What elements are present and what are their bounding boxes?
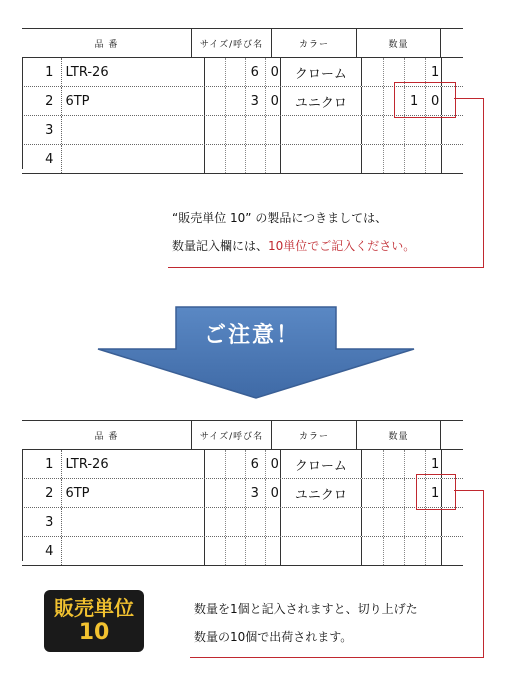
bottom-note-line1: 数量を1個と記入されますと、切り上げた [194,602,418,616]
color-field[interactable] [281,145,362,173]
color-field[interactable]: ユニクロ [281,479,362,507]
qty-field[interactable] [362,116,442,144]
size-field[interactable] [205,116,281,144]
top-note-line2-emphasis: 10単位でご記入ください。 [268,239,416,253]
form-row [22,116,463,145]
row-number: 1 [22,58,62,86]
hinban-field[interactable]: 6TP [62,87,204,115]
hinban-field[interactable] [62,116,204,144]
sales-unit-badge [44,590,144,652]
header-qty: 数量 [357,29,441,57]
callout-connector [454,98,484,99]
form-left-border [22,449,23,561]
size-field[interactable] [205,145,281,173]
top-note-line1: “販売単位 10” の製品につきましては、 [172,211,388,225]
color-field[interactable]: ユニクロ [281,87,362,115]
size-field[interactable] [205,537,281,565]
header-size: サイズ/呼び名 [192,421,272,449]
row-number: 3 [22,508,62,536]
callout-underline [168,267,484,268]
size-digit: 6 [250,64,259,80]
callout-underline [190,657,484,658]
color-field[interactable] [281,116,362,144]
size-field[interactable] [205,508,281,536]
top-note-line2 [172,237,415,254]
qty-digit: 1 [430,485,440,501]
form-row [22,508,463,537]
caution-label: ご注意！ [203,323,300,348]
qty-digit: 1 [430,64,440,80]
size-digit: 0 [270,456,279,472]
color-field[interactable] [281,508,362,536]
form-row [22,537,463,566]
qty-highlight-box [394,82,456,118]
hinban-field[interactable]: LTR-26 [62,58,204,86]
qty-field[interactable] [362,537,442,565]
color-field[interactable] [281,537,362,565]
callout-connector [483,490,484,658]
row-number: 2 [22,479,62,507]
row-number: 4 [22,145,62,173]
callout-connector [454,490,484,491]
form-row [22,450,463,479]
hinban-field[interactable]: 6TP [62,479,204,507]
size-digit: 3 [250,93,259,109]
row-number: 4 [22,537,62,565]
header-size: サイズ/呼び名 [192,29,272,57]
qty-field[interactable] [362,508,442,536]
form-row [22,479,463,508]
size-field[interactable] [205,87,281,115]
form-left-border [22,57,23,169]
order-form-bottom [22,420,463,566]
qty-digit: 1 [409,93,419,109]
hinban-field[interactable] [62,508,204,536]
header-qty: 数量 [357,421,441,449]
top-note-line2-prefix: 数量記入欄には、 [172,239,269,253]
size-field[interactable] [205,58,281,86]
qty-digit: 1 [430,456,440,472]
badge-title: 販売単位 [54,596,134,620]
form-row [22,145,463,174]
size-digit: 6 [250,456,259,472]
qty-highlight-box [416,474,456,510]
qty-digit: 0 [430,93,440,109]
callout-connector [483,98,484,268]
size-digit: 0 [270,485,279,501]
row-number: 1 [22,450,62,478]
size-field[interactable] [205,479,281,507]
qty-field[interactable] [362,145,442,173]
hinban-field[interactable] [62,145,204,173]
header-color: カラー [272,29,357,57]
bottom-note-line2: 数量の10個で出荷されます。 [194,630,353,644]
badge-number: 10 [78,620,110,645]
color-field[interactable]: クローム [281,450,362,478]
color-field[interactable]: クローム [281,58,362,86]
header-color: カラー [272,421,357,449]
hinban-field[interactable] [62,537,204,565]
form-header-row [22,29,463,58]
size-digit: 3 [250,485,259,501]
form-header-row [22,421,463,450]
header-hinban: 品 番 [22,421,192,449]
row-number: 2 [22,87,62,115]
size-field[interactable] [205,450,281,478]
size-digit: 0 [270,64,279,80]
header-hinban: 品 番 [22,29,192,57]
hinban-field[interactable]: LTR-26 [62,450,204,478]
row-number: 3 [22,116,62,144]
size-digit: 0 [270,93,279,109]
